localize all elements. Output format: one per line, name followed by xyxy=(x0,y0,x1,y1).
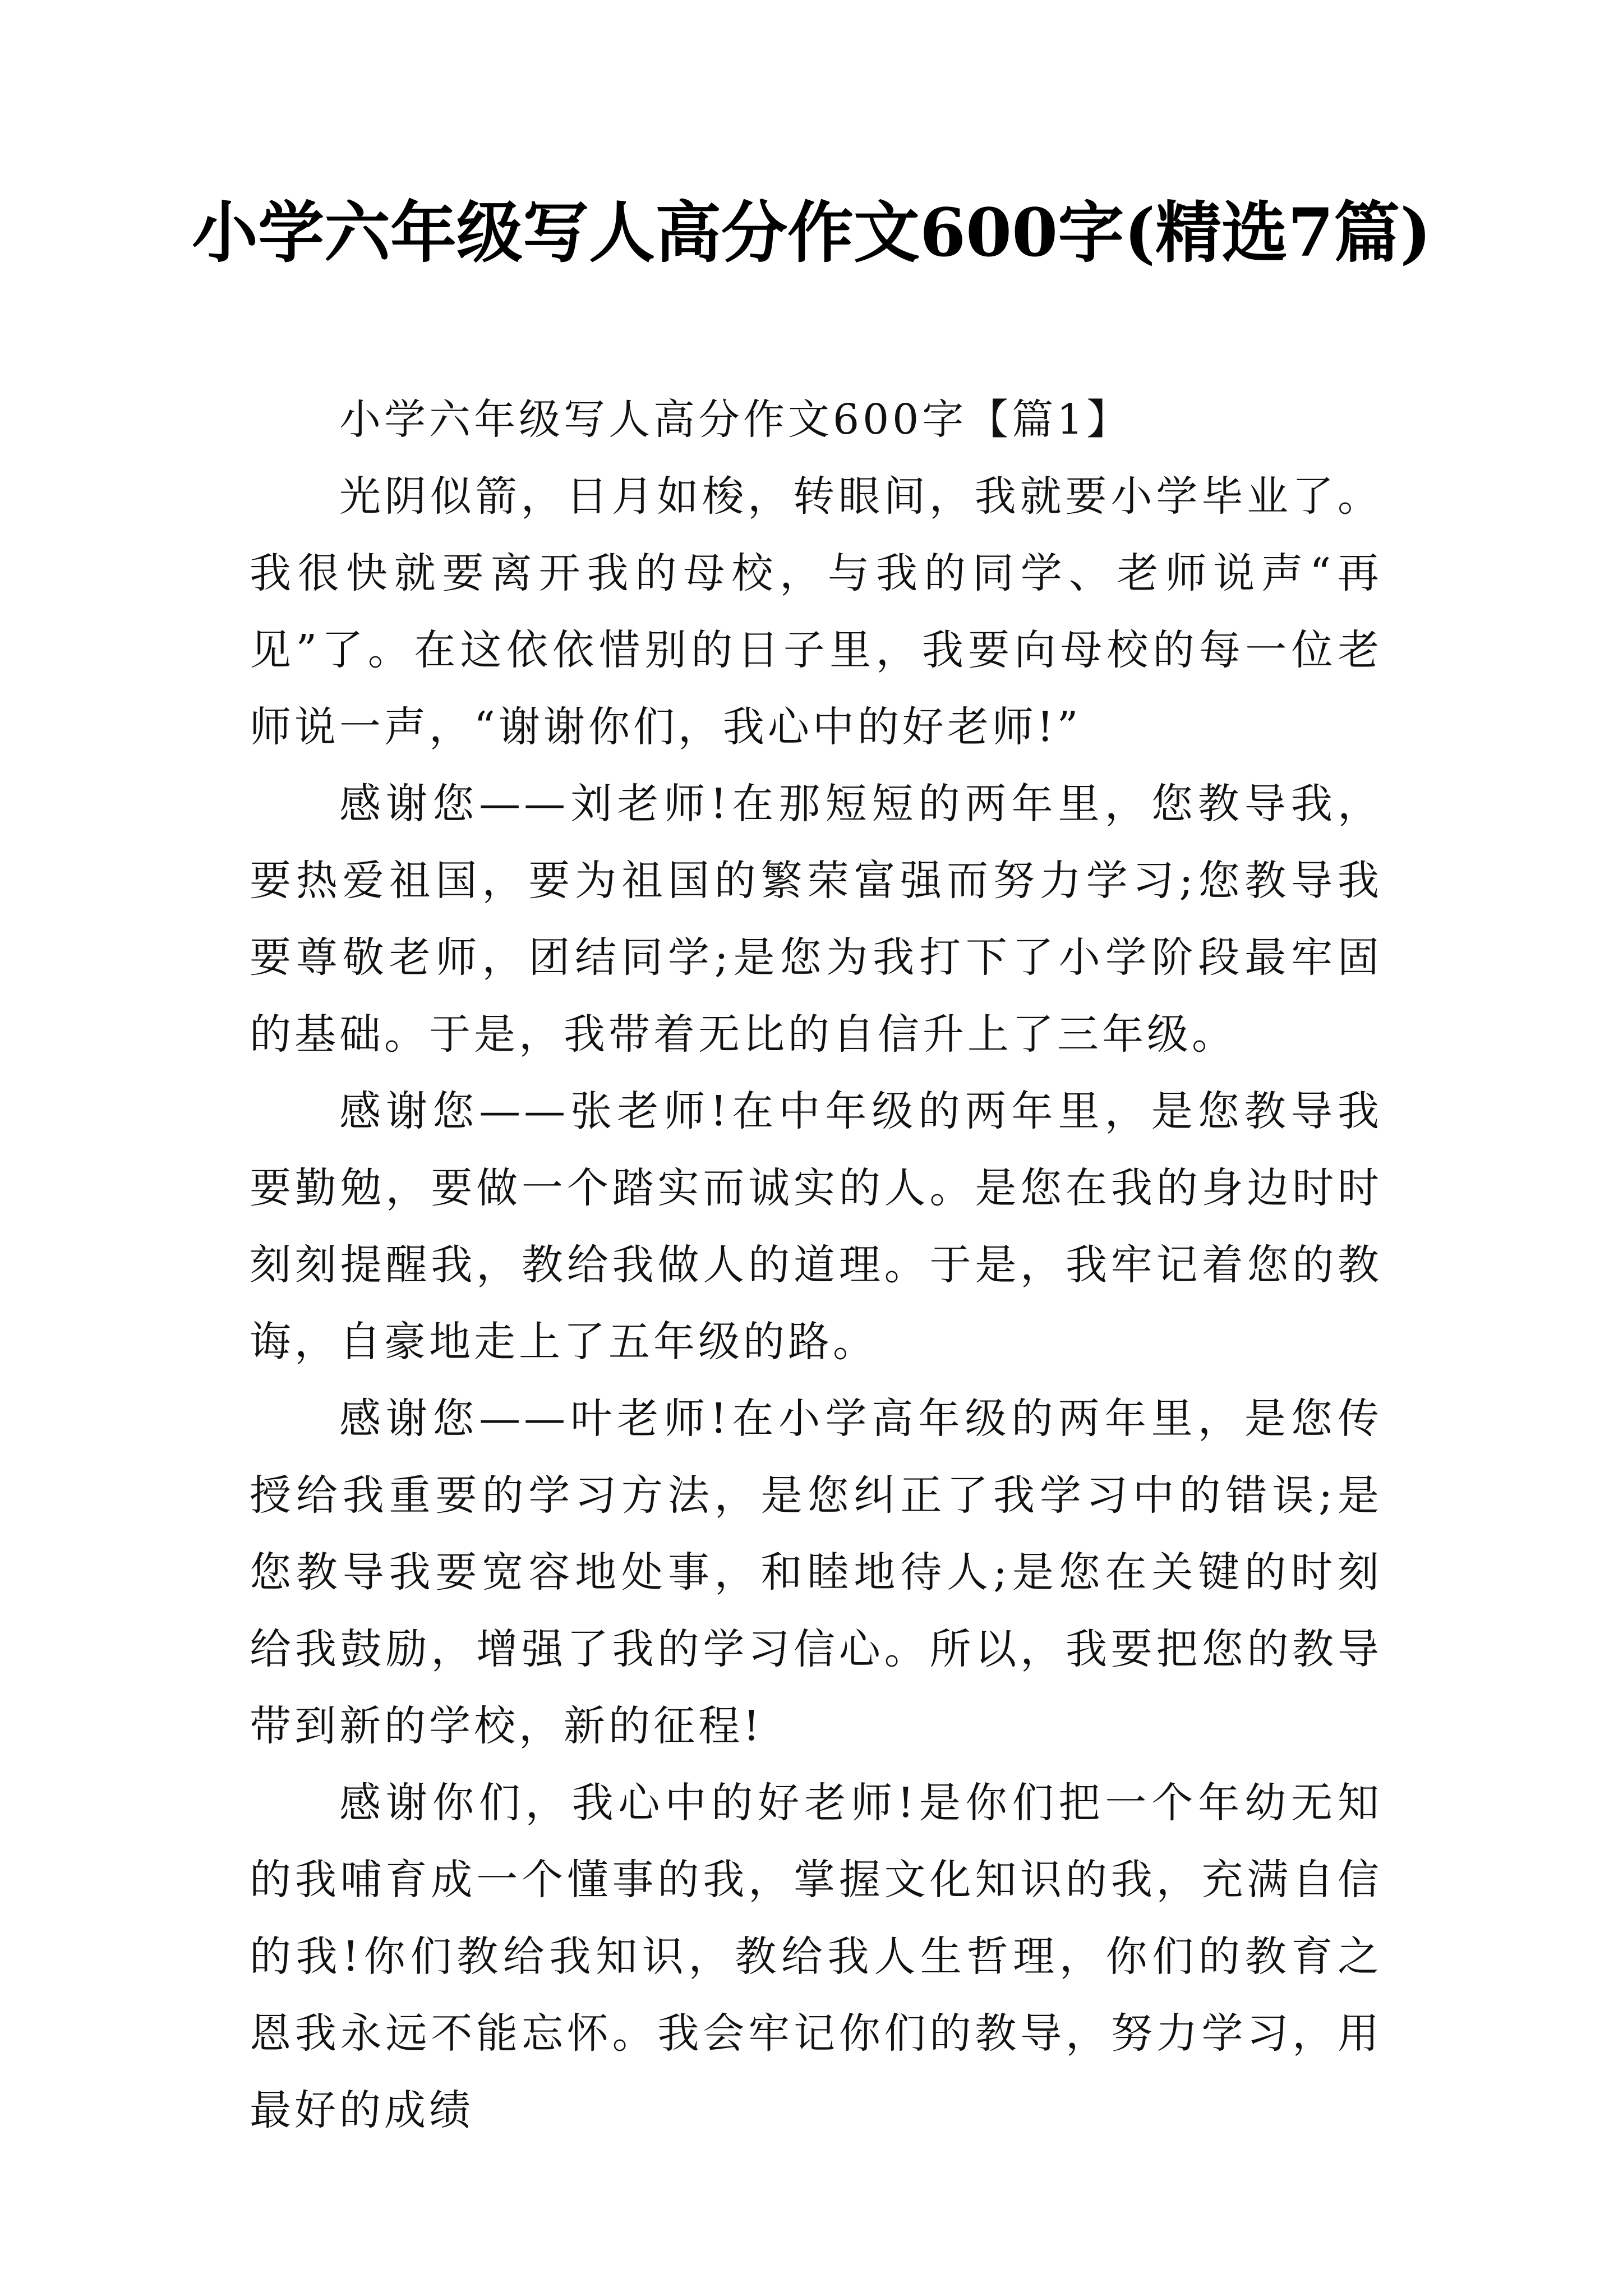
paragraph-2: 感谢您——刘老师!在那短短的两年里，您教导我，要热爱祖国，要为祖国的繁荣富强而努力学习;您教导我要尊敬老师，团结同学;是您为我打下了小学阶段最牢固的基础。于是，我带着无比的自信升上了三年级。 xyxy=(250,780,1382,1059)
section-heading: 小学六年级写人高分作文600字【篇1】 xyxy=(339,395,1132,444)
paragraph-5: 感谢你们，我心中的好老师!是你们把一个年幼无知的我哺育成一个懂事的我，掌握文化知识的我，充满自信的我!你们教给我知识，教给我人生哲理，你们的教育之恩我永远不能忘怀。我会牢记你们的教导，努力学习，用最好的成绩 xyxy=(250,1779,1382,2134)
document-body xyxy=(250,381,1382,2149)
paragraph-1: 光阴似箭，日月如梭，转眼间，我就要小学毕业了。我很快就要离开我的母校，与我的同学、老师说声“再见”了。在这依依惜别的日子里，我要向母校的每一位老师说一声，“谢谢你们，我心中的好老师!” xyxy=(250,472,1382,751)
paragraph-3: 感谢您——张老师!在中年级的两年里，是您教导我要勤勉，要做一个踏实而诚实的人。是您在我的身边时时刻刻提醒我，教给我做人的道理。于是，我牢记着您的教诲，自豪地走上了五年级的路。 xyxy=(250,1087,1382,1366)
paragraph-4: 感谢您——叶老师!在小学高年级的两年里，是您传授给我重要的学习方法，是您纠正了我学习中的错误;是您教导我要宽容地处事，和睦地待人;是您在关键的时刻给我鼓励，增强了我的学习信心。所以，我要把您的教导带到新的学校，新的征程! xyxy=(250,1395,1382,1750)
document-title: 小学六年级写人高分作文600字(精选7篇) xyxy=(191,194,1432,272)
